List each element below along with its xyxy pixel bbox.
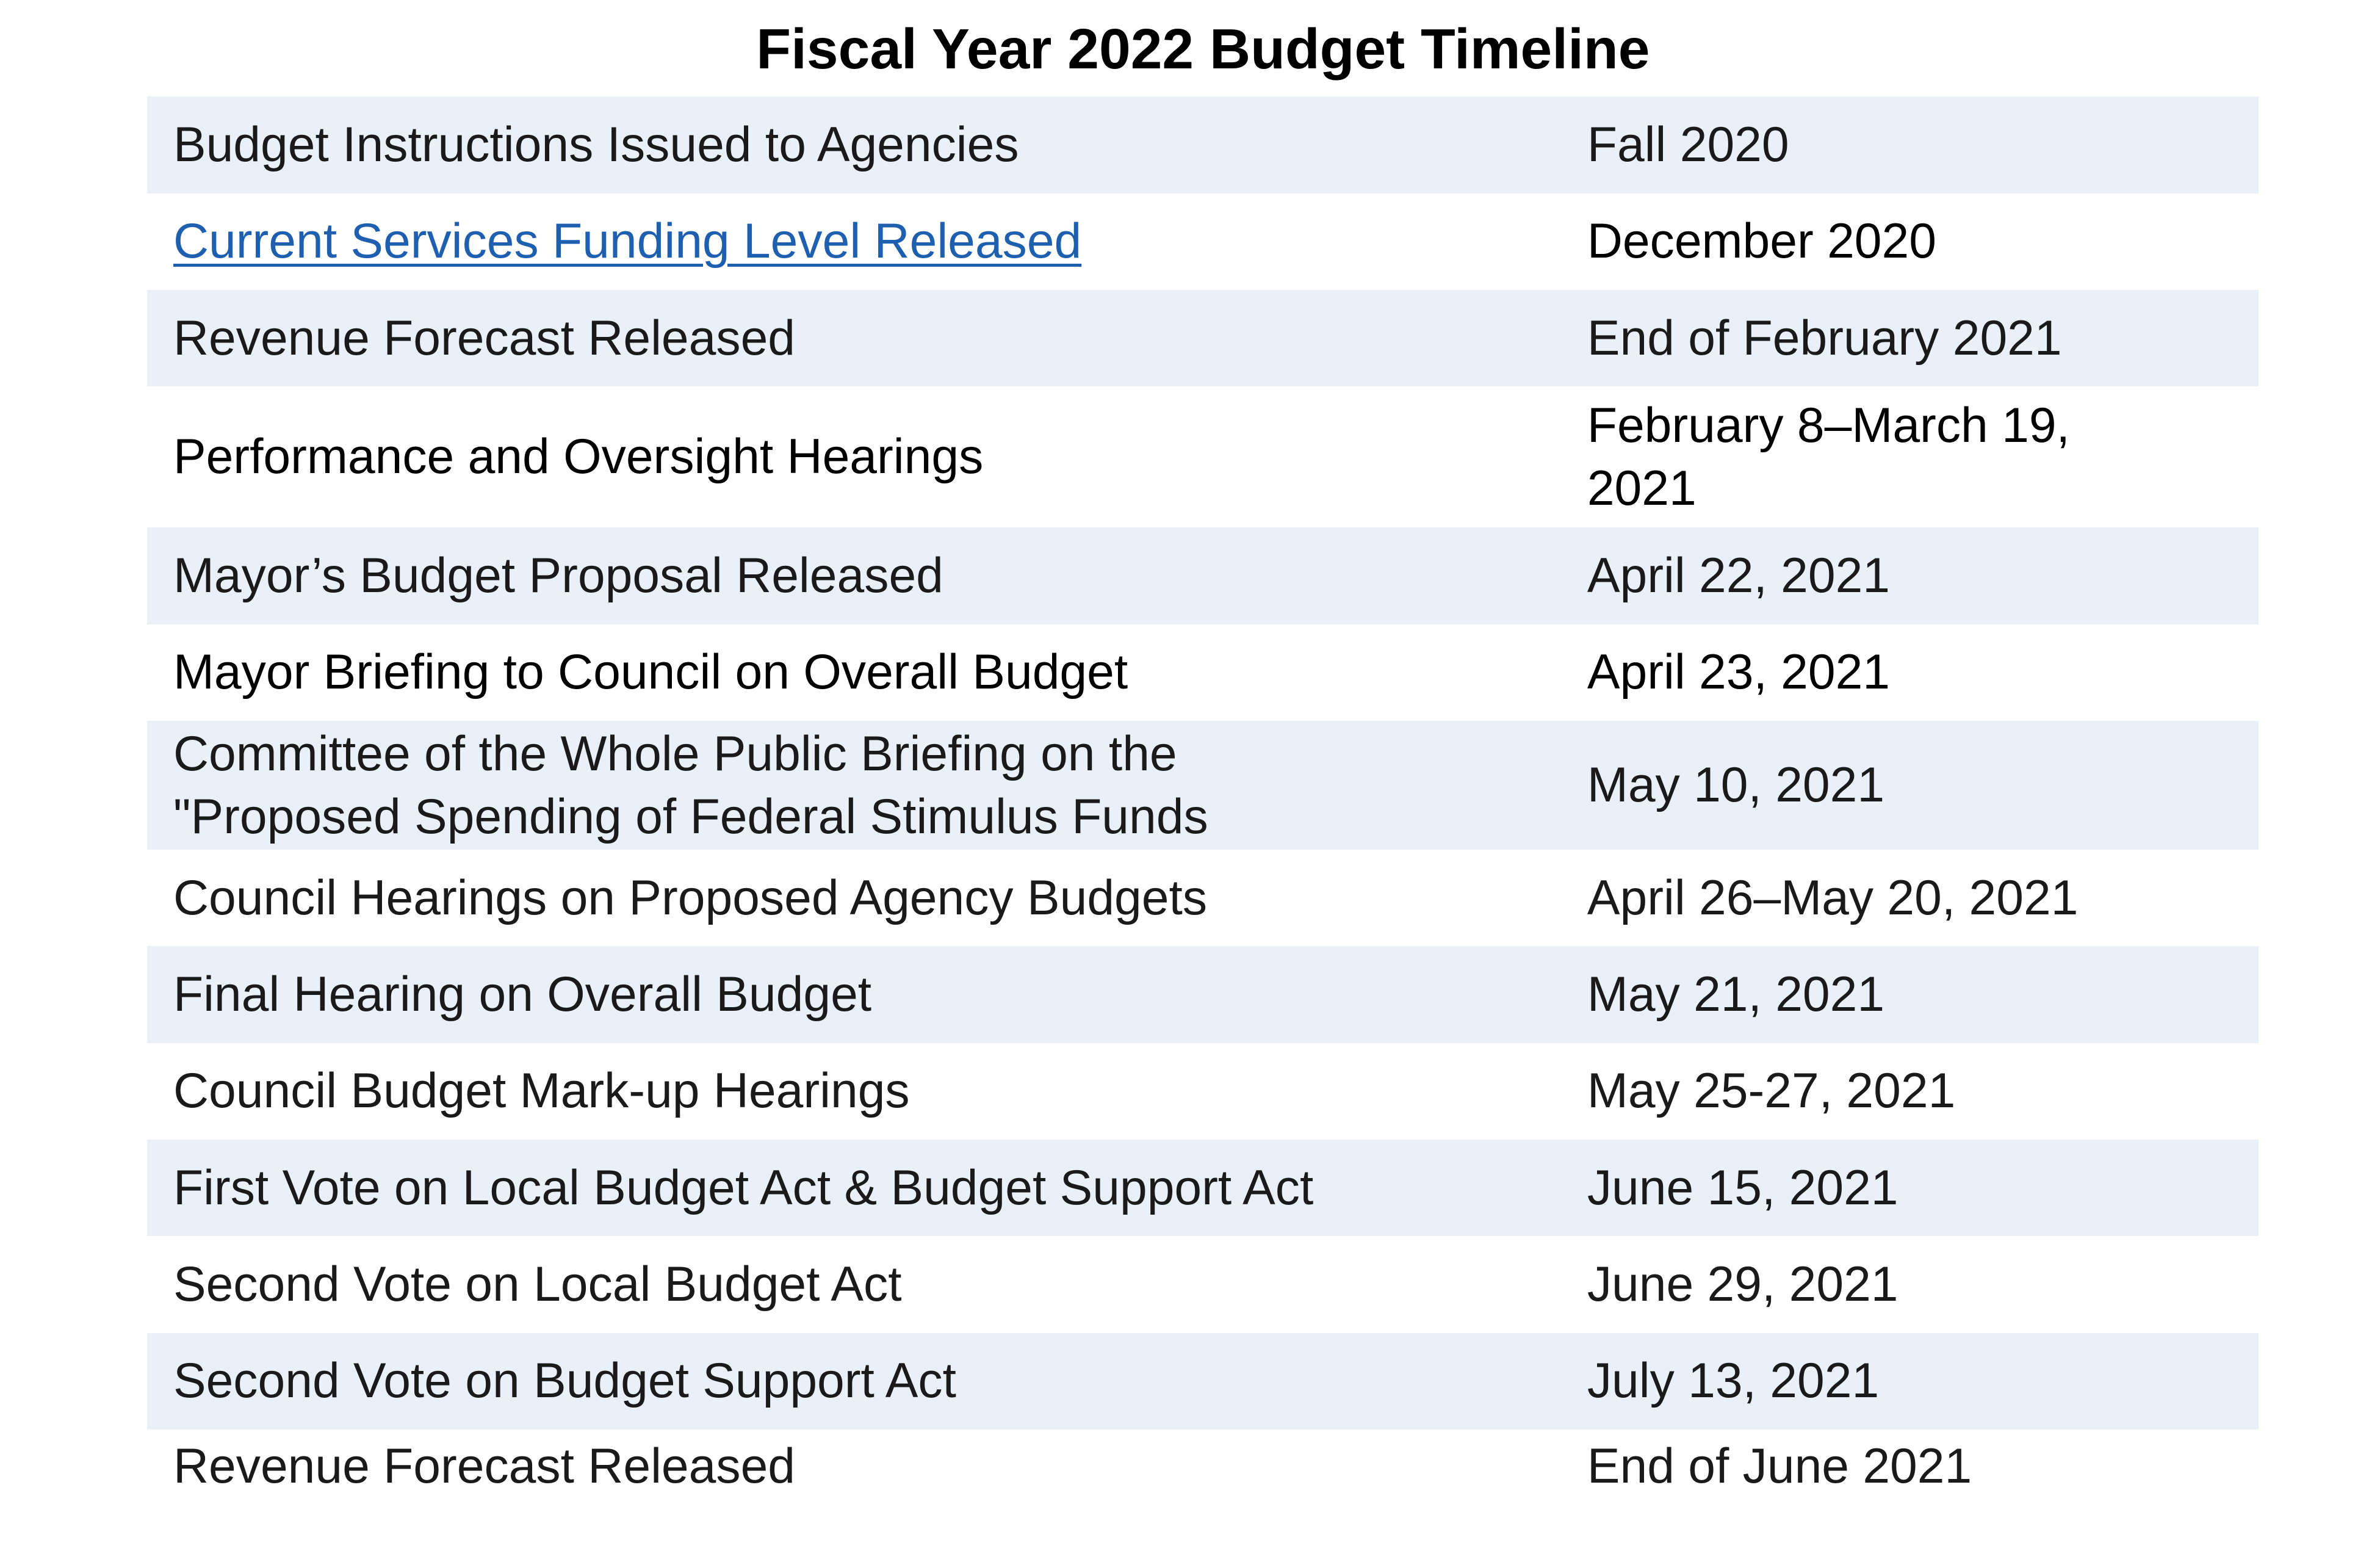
- event-cell: First Vote on Local Budget Act & Budget Support Act: [173, 1160, 1314, 1215]
- table-row: [147, 290, 2259, 386]
- date-cell: April 26–May 20, 2021: [1587, 870, 2079, 925]
- table-row: [147, 96, 2259, 193]
- table-row: [147, 946, 2259, 1043]
- table-row: [147, 1043, 2259, 1140]
- table-row: [147, 624, 2259, 721]
- event-cell: Second Vote on Local Budget Act: [173, 1257, 902, 1312]
- table-row: [147, 1333, 2259, 1430]
- page-title: Fiscal Year 2022 Budget Timeline: [756, 17, 1650, 81]
- event-cell: Council Hearings on Proposed Agency Budgets: [173, 870, 1208, 925]
- date-cell: Fall 2020: [1587, 117, 1789, 172]
- date-cell: July 13, 2021: [1587, 1353, 1880, 1409]
- date-cell: April 22, 2021: [1587, 548, 1891, 604]
- date-cell: End of June 2021: [1587, 1438, 1972, 1494]
- table-row: [147, 1140, 2259, 1236]
- table-row: [147, 1236, 2259, 1332]
- event-cell: Mayor’s Budget Proposal Released: [173, 548, 943, 604]
- table-row: [147, 527, 2259, 624]
- date-cell: May 21, 2021: [1587, 967, 1885, 1022]
- date-cell: May 10, 2021: [1587, 757, 1885, 813]
- table-row: [147, 721, 2259, 850]
- event-cell: Revenue Forecast Released: [173, 1438, 796, 1494]
- event-cell: Final Hearing on Overall Budget: [173, 967, 872, 1022]
- current-services-funding-link[interactable]: Current Services Funding Level Released: [173, 214, 1082, 269]
- event-cell: Mayor Briefing to Council on Overall Budget: [173, 645, 1128, 700]
- table-row: [147, 386, 2259, 527]
- date-cell: June 15, 2021: [1587, 1160, 1899, 1215]
- table-row: [147, 1430, 2259, 1503]
- table-row: [147, 193, 2259, 290]
- date-cell: December 2020: [1587, 214, 1936, 269]
- event-cell: Budget Instructions Issued to Agencies: [173, 117, 1019, 172]
- date-cell: April 23, 2021: [1587, 645, 1891, 700]
- event-cell: Revenue Forecast Released: [173, 310, 796, 366]
- date-cell: February 8–March 19, 2021: [1587, 397, 2070, 516]
- timeline-table: [147, 96, 2259, 1503]
- table-row: [147, 850, 2259, 946]
- event-cell: [173, 193, 1523, 290]
- event-cell: Council Budget Mark-up Hearings: [173, 1063, 910, 1119]
- event-cell: Performance and Oversight Hearings: [173, 429, 984, 485]
- event-cell: Committee of the Whole Public Briefing on the "Proposed Spending of Federal Stimulus Funds: [173, 726, 1208, 844]
- event-cell: Second Vote on Budget Support Act: [173, 1353, 956, 1409]
- date-cell: May 25-27, 2021: [1587, 1063, 1956, 1119]
- date-cell: June 29, 2021: [1587, 1257, 1899, 1312]
- date-cell: End of February 2021: [1587, 310, 2062, 366]
